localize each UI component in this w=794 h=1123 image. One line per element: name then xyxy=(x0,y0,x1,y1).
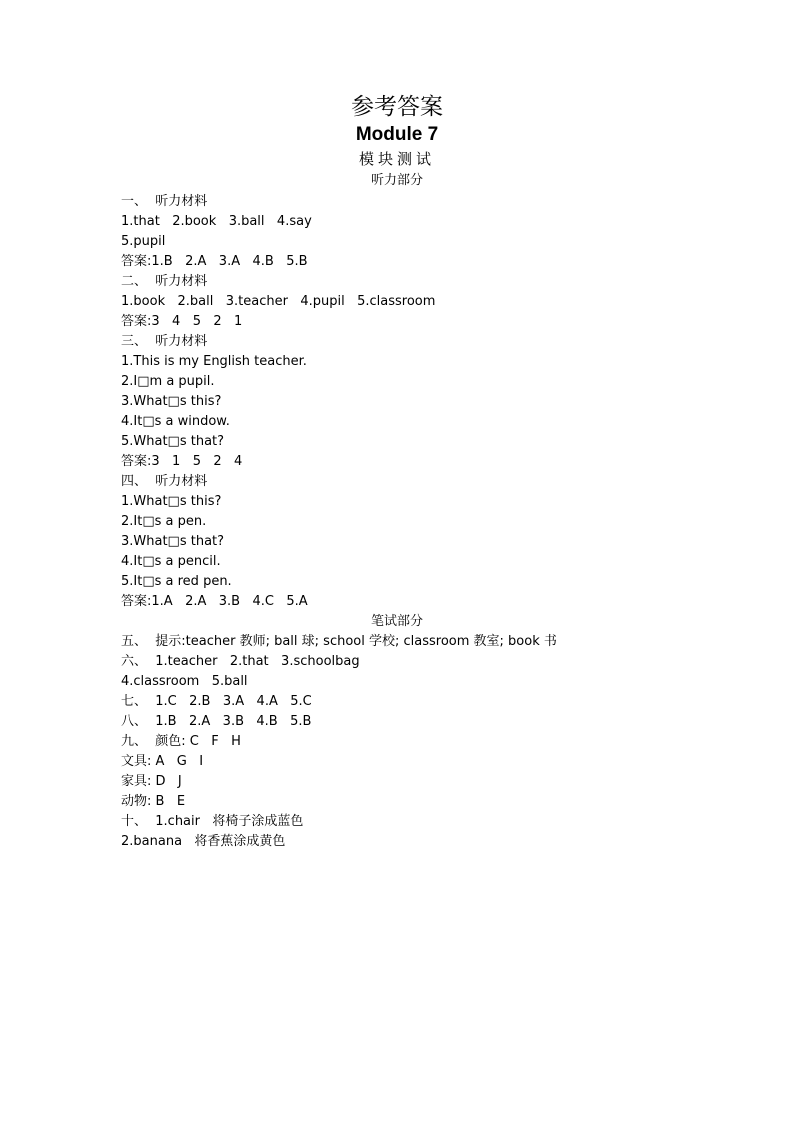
answer-line: 5.What□s that? xyxy=(121,434,225,449)
answer-line: 六、 1.teacher 2.that 3.schoolbag xyxy=(121,654,360,669)
module-subtitle: 模块测试 xyxy=(358,150,435,168)
module-title: Module 7 xyxy=(355,124,439,145)
answer-line: 答案:1.A 2.A 3.B 4.C 5.A xyxy=(121,594,308,609)
listening-section-heading: 听力部分 xyxy=(370,173,423,188)
answer-line: 3.What□s this? xyxy=(121,394,222,409)
answer-line: 答案:1.B 2.A 3.A 4.B 5.B xyxy=(121,254,308,269)
answer-line: 一、 听力材料 xyxy=(121,194,208,209)
answer-line: 1.that 2.book 3.ball 4.say xyxy=(121,214,312,229)
answer-line: 三、 听力材料 xyxy=(121,334,208,349)
answer-line: 五、 提示:teacher 教师; ball 球; school 学校; classroom 教室; book 书 xyxy=(121,634,557,649)
answer-line: 3.What□s that? xyxy=(121,534,225,549)
answer-line: 5.pupil xyxy=(121,234,166,249)
answer-line: 1.This is my English teacher. xyxy=(121,354,307,369)
answer-line: 4.It□s a pencil. xyxy=(121,554,221,569)
written-section-heading: 笔试部分 xyxy=(370,614,423,629)
answer-lines xyxy=(121,192,761,852)
answer-line: 文具: A G I xyxy=(121,754,204,769)
answer-line: 2.banana 将香蕉涂成黄色 xyxy=(121,834,286,849)
answer-line: 4.It□s a window. xyxy=(121,414,230,429)
answer-line: 1.What□s this? xyxy=(121,494,222,509)
answer-line: 2.I□m a pupil. xyxy=(121,374,215,389)
answer-line: 5.It□s a red pen. xyxy=(121,574,232,589)
answer-line: 答案:3 4 5 2 1 xyxy=(121,314,243,329)
answer-line: 动物: B E xyxy=(121,794,186,809)
answer-line: 二、 听力材料 xyxy=(121,274,208,289)
answer-line: 2.It□s a pen. xyxy=(121,514,207,529)
answer-line: 家具: D J xyxy=(121,774,182,789)
answer-line: 1.book 2.ball 3.teacher 4.pupil 5.classroom xyxy=(121,294,436,309)
answer-line: 4.classroom 5.ball xyxy=(121,674,248,689)
answer-line: 十、 1.chair 将椅子涂成蓝色 xyxy=(121,814,304,829)
page-title: 参考答案 xyxy=(351,94,443,120)
answer-line: 答案:3 1 5 2 4 xyxy=(121,454,243,469)
answer-line: 八、 1.B 2.A 3.B 4.B 5.B xyxy=(121,714,312,729)
answer-line: 四、 听力材料 xyxy=(121,474,208,489)
answer-line: 七、 1.C 2.B 3.A 4.A 5.C xyxy=(121,694,312,709)
answer-line: 九、 颜色: C F H xyxy=(121,734,241,749)
